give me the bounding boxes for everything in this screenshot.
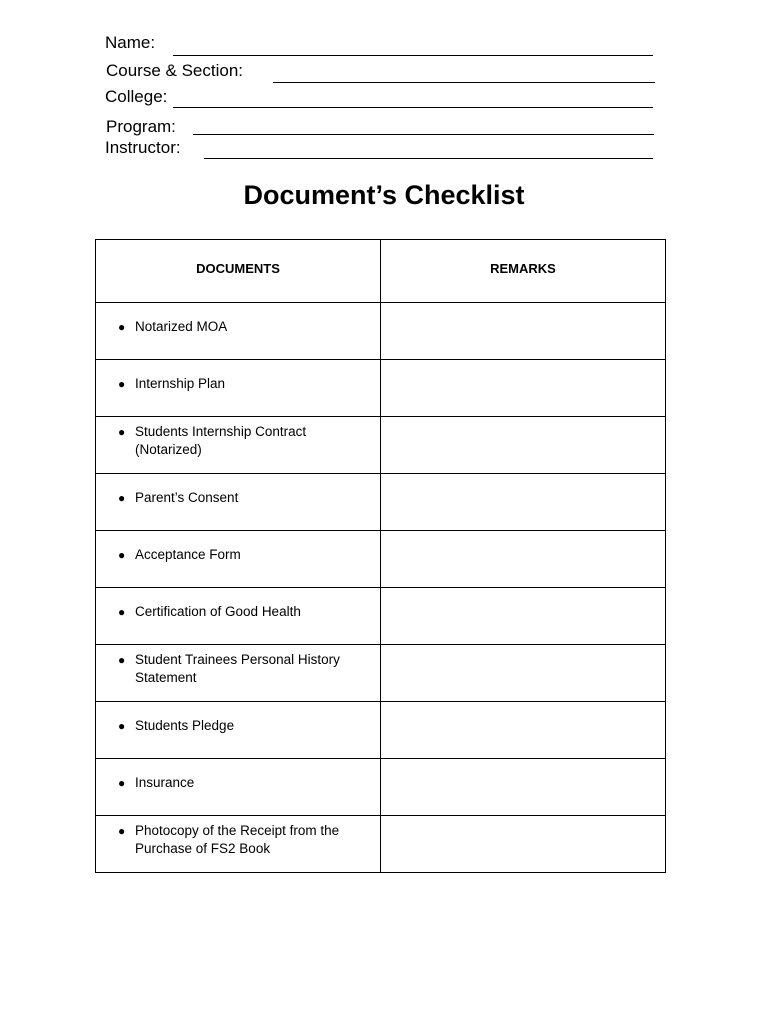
document-cell bbox=[96, 474, 381, 531]
document-name: Students Internship Contract (Notarized) bbox=[135, 424, 307, 457]
bullet-icon: ● bbox=[118, 776, 126, 790]
bullet-icon: ● bbox=[118, 425, 126, 439]
instructor-field[interactable] bbox=[204, 158, 653, 159]
document-name: Notarized MOA bbox=[135, 319, 228, 334]
document-cell bbox=[96, 303, 381, 360]
table-row bbox=[96, 417, 666, 474]
remarks-cell[interactable] bbox=[381, 759, 666, 816]
bullet-icon: ● bbox=[118, 653, 126, 667]
table-row bbox=[96, 474, 666, 531]
document-name: Insurance bbox=[135, 775, 195, 790]
table-row bbox=[96, 645, 666, 702]
remarks-header: REMARKS bbox=[381, 240, 666, 303]
bullet-icon: ● bbox=[118, 491, 126, 505]
instructor-label: Instructor: bbox=[105, 138, 181, 157]
document-cell bbox=[96, 759, 381, 816]
document-cell bbox=[96, 588, 381, 645]
bullet-icon: ● bbox=[118, 605, 126, 619]
document-cell bbox=[96, 360, 381, 417]
table-row bbox=[96, 759, 666, 816]
document-name: Parent’s Consent bbox=[135, 490, 239, 505]
remarks-cell[interactable] bbox=[381, 588, 666, 645]
college-label: College: bbox=[105, 87, 168, 106]
table-row bbox=[96, 816, 666, 873]
document-name: Student Trainees Personal History Statement bbox=[135, 652, 340, 685]
document-name: Students Pledge bbox=[135, 718, 235, 733]
document-name: Acceptance Form bbox=[135, 547, 241, 562]
checklist-table bbox=[95, 239, 666, 873]
remarks-cell[interactable] bbox=[381, 702, 666, 759]
bullet-icon: ● bbox=[118, 320, 126, 334]
name-label: Name: bbox=[105, 33, 156, 52]
course-section-label: Course & Section: bbox=[106, 61, 244, 80]
table-row bbox=[96, 531, 666, 588]
document-cell bbox=[96, 816, 381, 873]
document-name: Photocopy of the Receipt from the Purchase of FS2 Book bbox=[135, 823, 340, 856]
table-row bbox=[96, 360, 666, 417]
college-field[interactable] bbox=[173, 107, 653, 108]
remarks-cell[interactable] bbox=[381, 303, 666, 360]
remarks-cell[interactable] bbox=[381, 531, 666, 588]
remarks-cell[interactable] bbox=[381, 645, 666, 702]
program-label: Program: bbox=[106, 117, 176, 136]
remarks-cell[interactable] bbox=[381, 816, 666, 873]
document-name: Internship Plan bbox=[135, 376, 226, 391]
name-field[interactable] bbox=[173, 55, 653, 56]
bullet-icon: ● bbox=[118, 548, 126, 562]
remarks-cell[interactable] bbox=[381, 417, 666, 474]
remarks-cell[interactable] bbox=[381, 474, 666, 531]
documents-header: DOCUMENTS bbox=[96, 240, 381, 303]
course-section-field[interactable] bbox=[273, 82, 655, 83]
table-row bbox=[96, 588, 666, 645]
document-name: Certification of Good Health bbox=[135, 604, 301, 619]
bullet-icon: ● bbox=[118, 377, 126, 391]
bullet-icon: ● bbox=[118, 824, 126, 838]
bullet-icon: ● bbox=[118, 719, 126, 733]
document-cell bbox=[96, 531, 381, 588]
document-cell bbox=[96, 645, 381, 702]
document-cell bbox=[96, 417, 381, 474]
remarks-cell[interactable] bbox=[381, 360, 666, 417]
page-title: Document’s Checklist bbox=[243, 180, 525, 210]
table-header-row bbox=[96, 240, 666, 303]
table-row bbox=[96, 303, 666, 360]
table-row bbox=[96, 702, 666, 759]
document-cell bbox=[96, 702, 381, 759]
program-field[interactable] bbox=[193, 134, 654, 135]
